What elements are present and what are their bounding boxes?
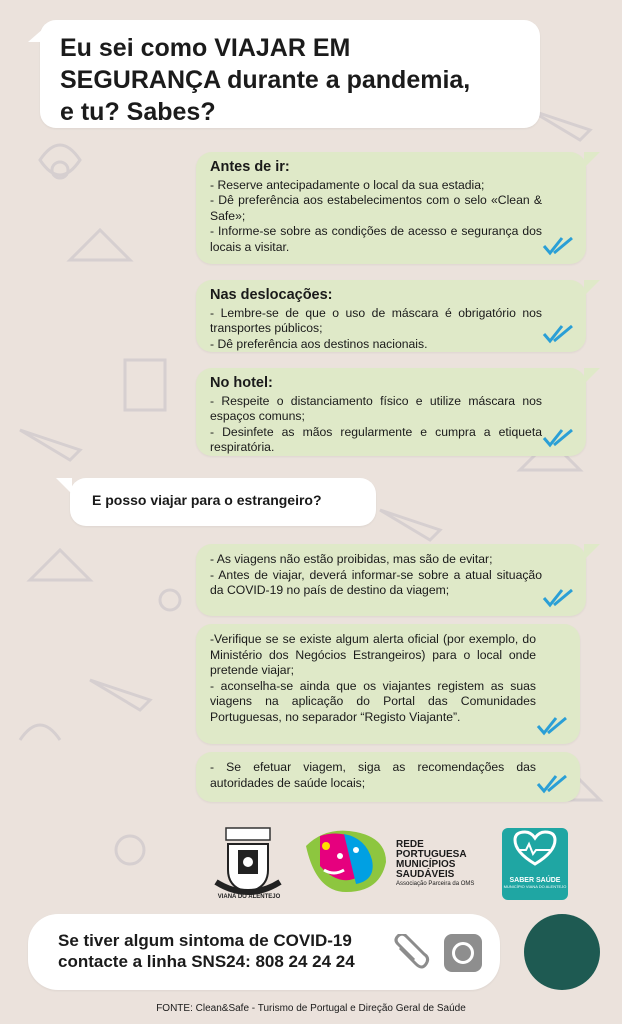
hotel-icon: [125, 360, 165, 410]
bubble-tail: [584, 152, 600, 168]
answer-card-3: [196, 752, 580, 802]
contact-text: Se tiver algum sintoma de COVID-19 contacte a linha SNS24: 808 24 24 24: [58, 931, 355, 971]
plane-icon-4: [380, 510, 440, 540]
viana-label: VIANA DO ALENTEJO: [217, 894, 281, 900]
rede-text: [396, 840, 496, 888]
rede-subtitle: Associação Parceira da OMS: [396, 881, 475, 887]
bubble-tail: [28, 28, 44, 42]
source-footer: FONTE: Clean&Safe - Turismo de Portugal e Direção Geral de Saúde: [156, 1003, 466, 1014]
mountain-icon: [70, 230, 130, 260]
card-line: - Lembre-se de que o uso de máscara é obrigatório nos transportes públicos;: [210, 305, 542, 335]
map-pin-icon: [40, 145, 80, 175]
saber-saude-label: SABER SAÚDE: [509, 877, 561, 884]
card-line: - Antes de viajar, deverá informar-se sobre a atual situação da COVID-19 no país de destino da viagem;: [210, 567, 542, 597]
double-check-icon: [536, 774, 570, 794]
paperclip-icon[interactable]: [390, 934, 430, 974]
card-heading: Nas deslocações:: [210, 287, 333, 303]
saber-saude-logo: [502, 828, 568, 900]
card-line: - Dê preferência aos destinos nacionais.: [210, 336, 428, 351]
plane-icon-2: [90, 680, 150, 710]
rede-line: PORTUGUESA: [396, 849, 467, 860]
card-line: - aconselha-se ainda que os viajantes registem as suas viagens na aplicação do Portal das Comunidades Portuguesas, no separador “Registo Viajante”.: [210, 678, 536, 724]
camera-icon: [452, 942, 474, 964]
bubble-tail: [584, 280, 600, 296]
bubble-tail: [584, 544, 600, 560]
compass-icon: [160, 590, 180, 610]
answer-card-1: [196, 544, 586, 616]
message-card-nas-deslocacoes: [196, 280, 586, 352]
card-line: - Se efetuar viagem, siga as recomendações das autoridades de saúde locais;: [210, 760, 536, 790]
card-line: - Reserve antecipadamente o local da sua estadia;: [210, 177, 485, 192]
heart-book-icon: [502, 828, 568, 872]
logos-row: [0, 826, 622, 906]
question-bubble: [70, 478, 376, 526]
rede-line: MUNICÍPIOS: [396, 859, 456, 870]
mountain-icon-2: [30, 550, 90, 580]
card-line: - Informe-se sobre as condições de acesso e segurança dos locais a visitar.: [210, 224, 542, 254]
card-heading: Antes de ir:: [210, 159, 290, 175]
message-card-no-hotel: [196, 368, 586, 456]
question-text: E posso viajar para o estrangeiro?: [92, 492, 322, 508]
card-heading: No hotel:: [210, 375, 273, 391]
plane-icon: [20, 430, 80, 460]
answer-card-2: [196, 624, 580, 744]
viana-do-alentejo-logo: [208, 826, 288, 904]
double-check-icon: [542, 588, 576, 608]
rede-line: REDE: [396, 839, 424, 850]
send-button[interactable]: [524, 914, 600, 990]
double-check-icon: [536, 716, 570, 736]
page-title: Eu sei como VIAJAR EM SEGURANÇA durante a pandemia, e tu? Sabes?: [60, 34, 471, 126]
card-line: - Respeite o distanciamento físico e utilize máscara nos espaços comuns;: [210, 393, 542, 423]
saber-saude-subtitle: MUNICÍPIO VIANA DO ALENTEJO: [503, 884, 567, 889]
bubble-tail: [584, 368, 600, 384]
route-icon: [20, 725, 60, 740]
title-bubble: [40, 20, 540, 128]
contact-bubble: [28, 914, 500, 990]
double-check-icon: [542, 324, 576, 344]
rede-municipios-saudaveis-logo: [300, 826, 392, 898]
card-line: - Desinfete as mãos regularmente e cumpra a etiqueta respiratória.: [210, 424, 542, 454]
bubble-tail: [56, 478, 72, 494]
camera-button[interactable]: [444, 934, 482, 972]
card-line: -Verifique se se existe algum alerta oficial (por exemplo, do Ministério dos Negócios Estrangeiros) para o local onde pretende viajar;: [210, 632, 536, 677]
double-check-icon: [542, 428, 576, 448]
double-check-icon: [542, 236, 576, 256]
card-line: - Dê preferência aos estabelecimentos com o selo «Clean & Safe»;: [210, 193, 542, 223]
message-card-antes-de-ir: [196, 152, 586, 264]
rede-line: SAUDÁVEIS: [396, 869, 455, 880]
location-icon: [52, 162, 68, 178]
card-line: - As viagens não estão proibidas, mas são de evitar;: [210, 552, 493, 566]
